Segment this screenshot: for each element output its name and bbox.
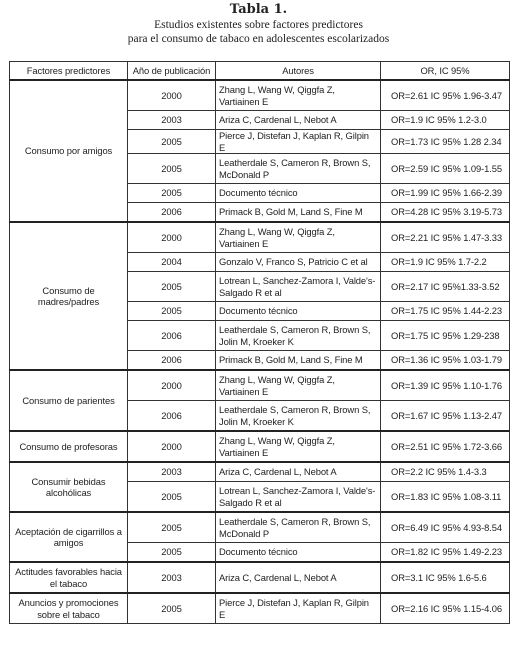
- table-subtitle-line1: Estudios existentes sobre factores predictores: [154, 19, 363, 31]
- table-row: [10, 562, 510, 593]
- or-cell: OR=2.2 IC 95% 1.4-3.3: [381, 462, 510, 482]
- table-row: [10, 80, 510, 111]
- authors-cell: Pierce J, Distefan J, Kaplan R, Gilpin E: [216, 593, 381, 624]
- or-cell: OR=4.28 IC 95% 3.19-5.73: [381, 203, 510, 223]
- year-cell: 2000: [128, 431, 216, 462]
- year-cell: 2005: [128, 184, 216, 203]
- year-cell: 2005: [128, 302, 216, 321]
- table-row: [10, 462, 510, 482]
- table-row: [10, 431, 510, 462]
- year-cell: 2004: [128, 253, 216, 272]
- or-cell: OR=1.83 IC 95% 1.08-3.11: [381, 482, 510, 513]
- year-cell: 2006: [128, 351, 216, 371]
- table-row: [10, 593, 510, 624]
- factor-cell: Consumo de parientes: [10, 370, 128, 431]
- table-caption: [0, 0, 517, 46]
- or-cell: OR=2.61 IC 95% 1.96-3.47: [381, 80, 510, 111]
- authors-cell: Leatherdale S, Cameron R, Brown S, McDonald P: [216, 154, 381, 184]
- year-cell: 2006: [128, 321, 216, 351]
- header-authors: Autores: [216, 62, 381, 81]
- table-row: [10, 370, 510, 401]
- or-cell: OR=1.75 IC 95% 1.44-2.23: [381, 302, 510, 321]
- or-cell: OR=1.39 IC 95% 1.10-1.76: [381, 370, 510, 401]
- year-cell: 2006: [128, 203, 216, 223]
- year-cell: 2003: [128, 562, 216, 593]
- authors-cell: Leatherdale S, Cameron R, Brown S, McDonald P: [216, 512, 381, 543]
- authors-cell: Documento técnico: [216, 302, 381, 321]
- authors-cell: Primack B, Gold M, Land S, Fine M: [216, 351, 381, 371]
- year-cell: 2005: [128, 272, 216, 302]
- table-title: Tabla 1.: [229, 2, 288, 17]
- authors-cell: Zhang L, Wang W, Qiggfa Z, Vartiainen E: [216, 370, 381, 401]
- factor-cell: Consumir bebidas alcohólicas: [10, 462, 128, 512]
- or-cell: OR=1.82 IC 95% 1.49-2.23: [381, 543, 510, 563]
- table-row: [10, 222, 510, 253]
- year-cell: 2000: [128, 370, 216, 401]
- or-cell: OR=1.36 IC 95% 1.03-1.79: [381, 351, 510, 371]
- year-cell: 2005: [128, 543, 216, 563]
- or-cell: OR=1.9 IC 95% 1.7-2.2: [381, 253, 510, 272]
- authors-cell: Ariza C, Cardenal L, Nebot A: [216, 111, 381, 130]
- or-cell: OR=2.21 IC 95% 1.47-3.33: [381, 222, 510, 253]
- table-subtitle-line2: para el consumo de tabaco en adolescentes escolarizados: [127, 33, 390, 45]
- or-cell: OR=3.1 IC 95% 1.6-5.6: [381, 562, 510, 593]
- year-cell: 2005: [128, 593, 216, 624]
- year-cell: 2005: [128, 154, 216, 184]
- authors-cell: Primack B, Gold M, Land S, Fine M: [216, 203, 381, 223]
- or-cell: OR=1.73 IC 95% 1.28 2.34: [381, 130, 510, 154]
- authors-cell: Lotrean L, Sanchez-Zamora I, Valde's-Salgado R et al: [216, 272, 381, 302]
- year-cell: 2003: [128, 462, 216, 482]
- year-cell: 2005: [128, 482, 216, 513]
- authors-cell: Ariza C, Cardenal L, Nebot A: [216, 562, 381, 593]
- year-cell: 2000: [128, 80, 216, 111]
- factor-cell: Consumo de madres/padres: [10, 222, 128, 370]
- authors-cell: Documento técnico: [216, 184, 381, 203]
- authors-cell: Zhang L, Wang W, Qiggfa Z, Vartiainen E: [216, 80, 381, 111]
- table-row: [10, 512, 510, 543]
- factor-cell: Aceptación de cigarrillos a amigos: [10, 512, 128, 562]
- authors-cell: Leatherdale S, Cameron R, Brown S, Jolin M, Kroeker K: [216, 321, 381, 351]
- or-cell: OR=6.49 IC 95% 4.93-8.54: [381, 512, 510, 543]
- or-cell: OR=2.17 IC 95%1.33-3.52: [381, 272, 510, 302]
- authors-cell: Gonzalo V, Franco S, Patricio C et al: [216, 253, 381, 272]
- or-cell: OR=2.59 IC 95% 1.09-1.55: [381, 154, 510, 184]
- predictor-factors-table: [9, 61, 510, 624]
- year-cell: 2006: [128, 401, 216, 432]
- authors-cell: Zhang L, Wang W, Qiggfa Z, Vartiainen E: [216, 431, 381, 462]
- header-or: OR, IC 95%: [381, 62, 510, 81]
- or-cell: OR=2.51 IC 95% 1.72-3.66: [381, 431, 510, 462]
- authors-cell: Lotrean L, Sanchez-Zamora I, Valde's-Salgado R et al: [216, 482, 381, 513]
- authors-cell: Leatherdale S, Cameron R, Brown S, Jolin M, Kroeker K: [216, 401, 381, 432]
- or-cell: OR=2.16 IC 95% 1.15-4.06: [381, 593, 510, 624]
- or-cell: OR=1.9 IC 95% 1.2-3.0: [381, 111, 510, 130]
- factor-cell: Anuncios y promociones sobre el tabaco: [10, 593, 128, 624]
- or-cell: OR=1.67 IC 95% 1.13-2.47: [381, 401, 510, 432]
- authors-cell: Documento técnico: [216, 543, 381, 563]
- factor-cell: Actitudes favorables hacia el tabaco: [10, 562, 128, 593]
- authors-cell: Pierce J, Distefan J, Kaplan R, Gilpin E: [216, 130, 381, 154]
- year-cell: 2000: [128, 222, 216, 253]
- year-cell: 2005: [128, 130, 216, 154]
- header-year: Año de publicación: [128, 62, 216, 81]
- authors-cell: Zhang L, Wang W, Qiggfa Z, Vartiainen E: [216, 222, 381, 253]
- factor-cell: Consumo por amigos: [10, 80, 128, 222]
- authors-cell: Ariza C, Cardenal L, Nebot A: [216, 462, 381, 482]
- year-cell: 2003: [128, 111, 216, 130]
- header-factor: Factores predictores: [10, 62, 128, 81]
- factor-cell: Consumo de profesoras: [10, 431, 128, 462]
- year-cell: 2005: [128, 512, 216, 543]
- or-cell: OR=1.99 IC 95% 1.66-2.39: [381, 184, 510, 203]
- or-cell: OR=1.75 IC 95% 1.29-238: [381, 321, 510, 351]
